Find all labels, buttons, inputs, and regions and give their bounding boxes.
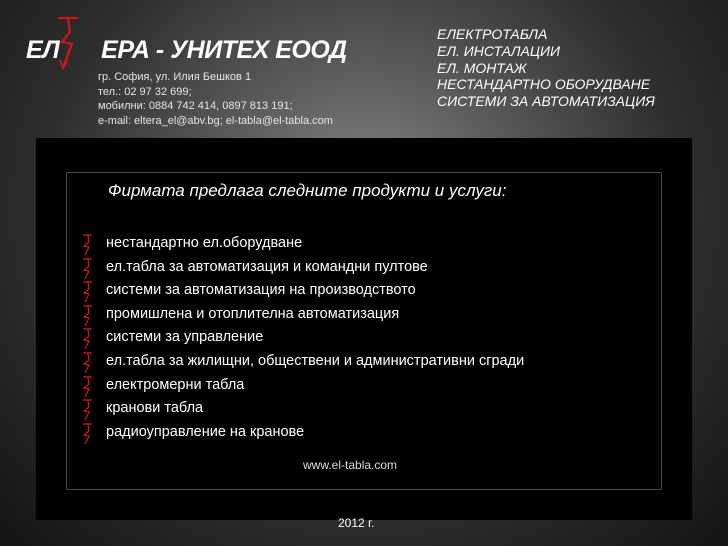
service-item: ЕЛЕКТРОТАБЛА	[437, 26, 548, 42]
lightning-bolt-icon	[80, 303, 94, 327]
services-list	[437, 26, 655, 110]
list-item	[80, 279, 524, 303]
year-label: 2012 г.	[338, 516, 375, 530]
lightning-bolt-icon	[52, 14, 82, 70]
list-item	[80, 303, 524, 327]
list-item	[80, 350, 524, 374]
phone-line: тел.: 02 97 32 699;	[98, 85, 192, 98]
section-title: Фирмата предлага следните продукти и услуги:	[108, 181, 507, 200]
list-item-label: системи за автоматизация на производството	[106, 282, 416, 299]
lightning-bolt-icon	[80, 421, 94, 445]
address-line: гр. София, ул. Илия Бешков 1	[98, 71, 252, 83]
service-item: СИСТЕМИ ЗА АВТОМАТИЗАЦИЯ	[437, 93, 655, 110]
website-link[interactable]: www.el-tabla.com	[303, 458, 398, 472]
service-item: НЕСТАНДАРТНО ОБОРУДВАНЕ	[437, 76, 651, 93]
list-item-label: нестандартно ел.оборудване	[106, 235, 303, 251]
logo-text-right: ЕРА - УНИТЕХ ЕООД	[101, 36, 347, 64]
list-item	[80, 232, 524, 256]
service-item: ЕЛ. ИНСТАЛАЦИИ	[437, 42, 561, 59]
lightning-bolt-icon	[80, 350, 94, 374]
lightning-bolt-icon	[80, 279, 94, 303]
list-item-label: електромерни табла	[106, 376, 245, 393]
mobile-line: мобилни: 0884 742 414, 0897 813 191;	[98, 100, 293, 112]
list-item	[80, 421, 524, 445]
list-item	[80, 374, 524, 398]
lightning-bolt-icon	[80, 374, 94, 398]
list-item-label: ел.табла за автоматизация и командни пултове	[106, 258, 428, 275]
lightning-bolt-icon	[80, 397, 94, 421]
list-item-label: промишлена и отоплителна автоматизация	[106, 305, 400, 322]
service-item: ЕЛ. МОНТАЖ	[437, 59, 527, 76]
offerings-list	[80, 232, 524, 444]
logo-text-left: ЕЛ	[26, 36, 60, 64]
lightning-bolt-icon	[80, 326, 94, 350]
list-item-label: системи за управление	[106, 329, 264, 346]
email-line: e-mail: eltera_el@abv.bg; el-tabla@el-tabla.com	[98, 114, 333, 127]
list-item	[80, 326, 524, 350]
list-item	[80, 397, 524, 421]
list-item-label: радиоуправление на кранове	[106, 423, 305, 440]
lightning-bolt-icon	[80, 256, 94, 280]
list-item	[80, 256, 524, 280]
contact-info	[98, 70, 333, 128]
list-item-label: ел.табла за жилищни, обществени и административни сгради	[106, 352, 525, 369]
lightning-bolt-icon	[80, 232, 94, 256]
list-item-label: кранови табла	[106, 400, 204, 417]
